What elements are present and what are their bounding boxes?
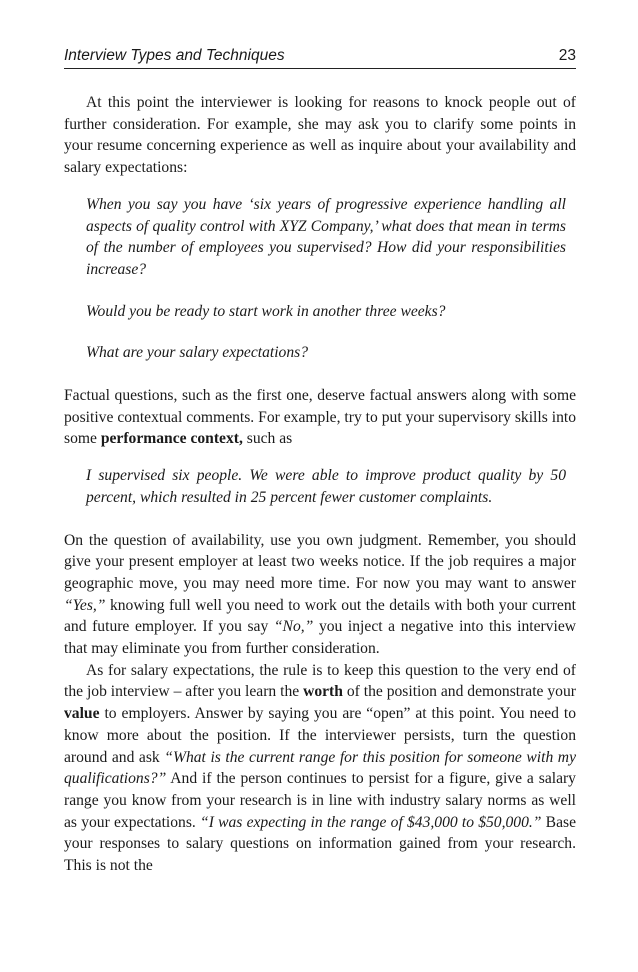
example-question-salary: What are your salary expectations? — [86, 344, 309, 362]
availability-text-b: knowing full well you need to work out the details with both your current and future employer. If you say — [64, 596, 576, 636]
factual-text: Factual questions, such as the first one, deserve factual answers along with some positive contextual comments. For example, try to put your supervisory skills into some — [64, 387, 576, 448]
chapter-title: Interview Types and Techniques — [64, 47, 285, 64]
quote-no: “No,” — [273, 618, 314, 636]
paragraph-intro: At this point the interviewer is looking for reasons to knock people out of further consideration. For example, she may ask you to clarify some points in your resume concerning experience as well as inquire about your availability and salary expectations: — [64, 94, 576, 177]
emphasis-value: value — [64, 705, 100, 723]
page-body — [64, 92, 576, 877]
paragraph-availability — [64, 530, 576, 660]
quote-yes: “Yes,” — [64, 596, 106, 614]
salary-text-a: As for salary expectations, the rule is to keep this question to the very end of the job interview – after you learn the — [64, 661, 576, 701]
salary-text-d: And if the person continues to persist for a figure, give a salary range you know from your research is in line with industry salary norms as well as your expectations. — [64, 770, 576, 831]
paragraph-factual-questions — [64, 385, 576, 450]
example-answer-supervision: I supervised six people. We were able to improve product quality by 50 percent, which resulted in 25 percent fewer customer complaints. — [86, 467, 566, 506]
emphasis-performance-context: performance context, — [100, 430, 243, 448]
running-header — [64, 44, 576, 69]
availability-text-c: you inject a negative into this interview that may eliminate you from further consideration. — [64, 618, 576, 658]
example-question-experience: When you say you have ‘six years of progressive experience handling all aspects of quality control with XYZ Company,’ what does that mean in terms of the number of employees you supervised? How did your responsibilities increase? — [86, 195, 566, 278]
availability-text-a: On the question of availability, use you own judgment. Remember, you should give your present employer at least two weeks notice. If the job requires a major geographic move, you may need more time. For now you may want to answer — [64, 531, 576, 592]
factual-end: such as — [246, 430, 293, 448]
salary-text-b: of the position and demonstrate your — [346, 683, 576, 701]
emphasis-worth: worth — [303, 683, 343, 701]
quote-ask-range: “What is the current range for this position for someone with my qualifications?” — [64, 748, 576, 788]
salary-text-e: Base your responses to salary questions on information gained from your research. This is not the — [64, 813, 576, 875]
paragraph-salary — [64, 660, 576, 877]
quote-expecting-range: “I was expecting in the range of $43,000 to $50,000.” — [200, 813, 542, 831]
salary-text-c: to employers. Answer by saying you are “open” at this point. You need to know more about the position. If the interviewer persists, turn the question around and ask — [64, 705, 576, 766]
page-number: 23 — [558, 47, 576, 64]
example-question-availability: Would you be ready to start work in another three weeks? — [86, 302, 446, 320]
